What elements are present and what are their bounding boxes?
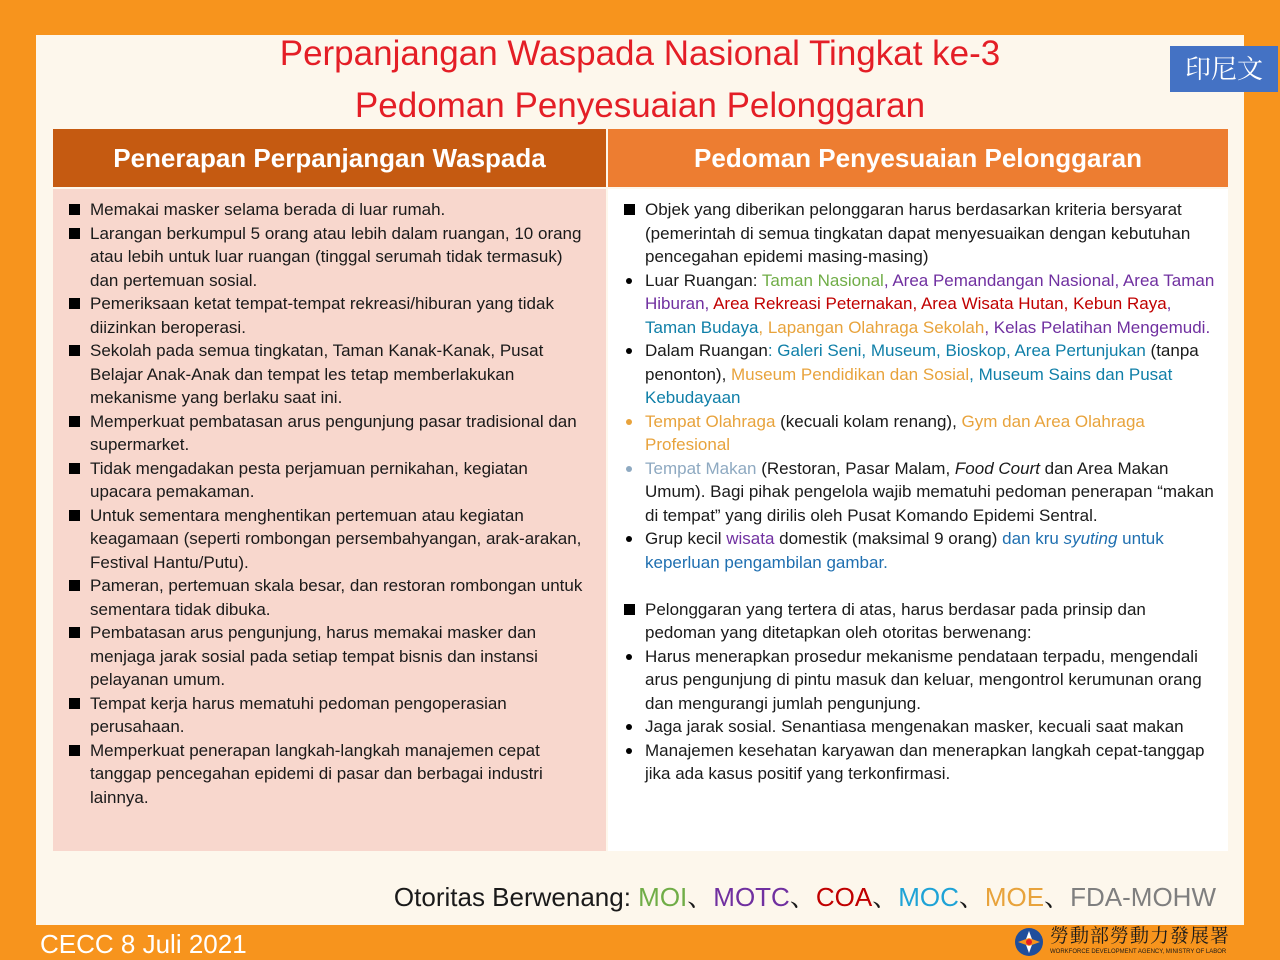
separator: , [1114, 270, 1123, 290]
authority-separator: 、 [687, 882, 714, 912]
left-column [53, 189, 606, 851]
separator: , [704, 294, 714, 313]
restriction-item: Memperkuat pembatasan arus pengunjung pasar tradisional dan supermarket. [67, 410, 594, 457]
tour-groups-item [622, 527, 1218, 574]
relaxation-list [622, 198, 1218, 574]
language-badge: 印尼文 [1170, 46, 1278, 92]
restriction-item: Untuk sementara menghentikan pertemuan atau kegiatan keagamaan (seperti rombongan persembahyangan, arak-arakan, Festival Hantu/Putu). [67, 504, 594, 575]
venue-text: Gym dan Area Olahraga Profesional [645, 411, 1145, 454]
venue-text: , Lapangan Olahraga Sekolah [758, 317, 985, 337]
plain-text: dan Area Makan Umum). Bagi pihak pengelola wajib mematuhi pedoman penerapan “makan di tempat” yang dirilis oleh Pusat Komando Epidemi Sentral. [645, 458, 1214, 525]
right-column [608, 189, 1228, 851]
plain-text-italic: Food Court [954, 458, 1040, 478]
sports-venues-item [622, 410, 1218, 457]
authority-label: Otoritas Berwenang: [393, 882, 639, 912]
restriction-item: Memperkuat penerapan langkah-langkah manajemen cepat tanggap pencegahan epidemi di pasar dan berbagai industri lainnya. [67, 739, 594, 810]
relaxation-intro: Objek yang diberikan pelonggaran harus berdasarkan kriteria bersyarat (pemerintah di semua tingkatan dapat menyesuaikan dengan kebutuhan pencegahan epidemi masing-masing) [622, 198, 1218, 269]
authority-coa: COA [815, 882, 873, 912]
plain-text: (kecuali kolam renang), [775, 411, 962, 431]
authority-fda: FDA-MOHW [1070, 882, 1216, 912]
separator: , [969, 364, 979, 384]
venue-text: Tempat Makan [645, 458, 757, 478]
page-title: Perpanjangan Waspada Nasional Tingkat ke-3 [279, 34, 1001, 73]
principle-list [622, 598, 1218, 786]
principle-item: Harus menerapkan prosedur mekanisme pendataan terpadu, mengendali arus pengunjung di pintu masuk dan keluar, mengontrol kerumunan orang dan mengurangi jumlah pengunjung. [622, 645, 1218, 716]
footer-date: CECC 8 Juli 2021 [40, 929, 247, 959]
page-subtitle: Pedoman Penyesuaian Pelonggaran [354, 86, 926, 125]
venue-text: Tempat Olahraga [645, 411, 776, 431]
indoor-label: Dalam Ruangan [645, 341, 768, 360]
authority-moc: MOC [898, 882, 959, 912]
plain-text: Grup kecil [645, 529, 727, 548]
restriction-item: Memakai masker selama berada di luar rumah. [67, 198, 594, 222]
venue-text: dan kru [1002, 529, 1064, 548]
separator: , [984, 317, 994, 337]
plain-text: (Restoran, Pasar Malam, [756, 458, 955, 478]
restriction-item: Pemeriksaan ketat tempat-tempat rekreasi/hiburan yang tidak diizinkan beroperasi. [67, 292, 594, 339]
plain-text: (tanpa penonton), [645, 341, 1199, 384]
authority-separator: 、 [872, 882, 899, 912]
authority-motc: MOTC [713, 882, 790, 912]
authority-separator: 、 [1044, 882, 1071, 912]
authority-moe: MOE [984, 882, 1045, 912]
food-venues-item [622, 457, 1218, 528]
agency-logo-icon [1014, 927, 1044, 957]
authority-separator: 、 [789, 882, 816, 912]
restriction-item: Larangan berkumpul 5 orang atau lebih dalam ruangan, 10 orang atau lebih untuk luar ruangan (tinggal serumah tidak termasuk) dan pertemuan sosial. [67, 222, 594, 293]
restriction-item: Tidak mengadakan pesta perjamuan pernikahan, kegiatan upacara pemakaman. [67, 457, 594, 504]
venue-text: Area Pemandangan Nasional [892, 270, 1115, 290]
venue-text: untuk keperluan pengambilan gambar. [645, 529, 1164, 572]
restriction-item: Pembatasan arus pengunjung, harus memakai masker dan menjaga jarak sosial pada setiap tempat bisnis dan instansi pelayanan umum. [67, 621, 594, 692]
indoor-venues-item [622, 339, 1218, 410]
restriction-item: Pameran, pertemuan skala besar, dan restoran rombongan untuk sementara tidak dibuka. [67, 574, 594, 621]
restriction-list [67, 198, 594, 809]
restriction-item: Sekolah pada semua tingkatan, Taman Kanak-Kanak, Pusat Belajar Anak-Anak dan tempat les tetap memberlakukan mekanisme yang berlaku saat ini. [67, 339, 594, 410]
plain-text: domestik (maksimal 9 orang) [774, 529, 1003, 548]
venue-text-italic: syuting [1063, 529, 1118, 548]
authority-separator: 、 [958, 882, 985, 912]
authority-line [394, 880, 1216, 914]
venue-text: Kelas Pelatihan Mengemudi. [993, 317, 1211, 337]
venue-text: Taman Nasional [761, 270, 884, 290]
right-column-header: Pedoman Penyesuaian Pelonggaran [608, 129, 1228, 187]
agency-name: 勞動部勞動力發展署 [1050, 926, 1231, 947]
principle-item: Manajemen kesehatan karyawan dan menerapkan langkah cepat-tanggap jika ada kasus positif yang terkonfirmasi. [622, 739, 1218, 786]
left-column-header: Penerapan Perpanjangan Waspada [53, 129, 606, 187]
outdoor-label: Luar Ruangan: [645, 270, 762, 290]
agency-name-english: WORKFORCE DEVELOPMENT AGENCY, MINISTRY OF LABOR [1050, 949, 1227, 955]
separator: , [883, 270, 893, 290]
venue-text: Museum Sains dan Pusat Kebudayaan [645, 364, 1173, 407]
venue-text: Area Taman Hiburan [645, 270, 1215, 313]
venue-text: wisata [726, 529, 775, 548]
agency-logo [1012, 926, 1244, 958]
separator: , [1166, 294, 1172, 313]
principle-intro: Pelonggaran yang tertera di atas, harus berdasar pada prinsip dan pedoman yang ditetapkan oleh otoritas berwenang: [622, 598, 1218, 645]
venue-text: Area Rekreasi Peternakan, Area Wisata Hutan, Kebun Raya [713, 294, 1167, 313]
venue-text: Taman Budaya [645, 317, 759, 337]
authority-moi: MOI [638, 882, 688, 912]
venue-text: : Galeri Seni, Museum, Bioskop, Area Pertunjukan [767, 341, 1146, 360]
restriction-item: Tempat kerja harus mematuhi pedoman pengoperasian perusahaan. [67, 692, 594, 739]
outdoor-venues-item [622, 269, 1218, 340]
spacer [622, 574, 1218, 598]
principle-item: Jaga jarak sosial. Senantiasa mengenakan masker, kecuali saat makan [622, 715, 1218, 739]
venue-text: Museum Pendidikan dan Sosial [731, 364, 970, 384]
